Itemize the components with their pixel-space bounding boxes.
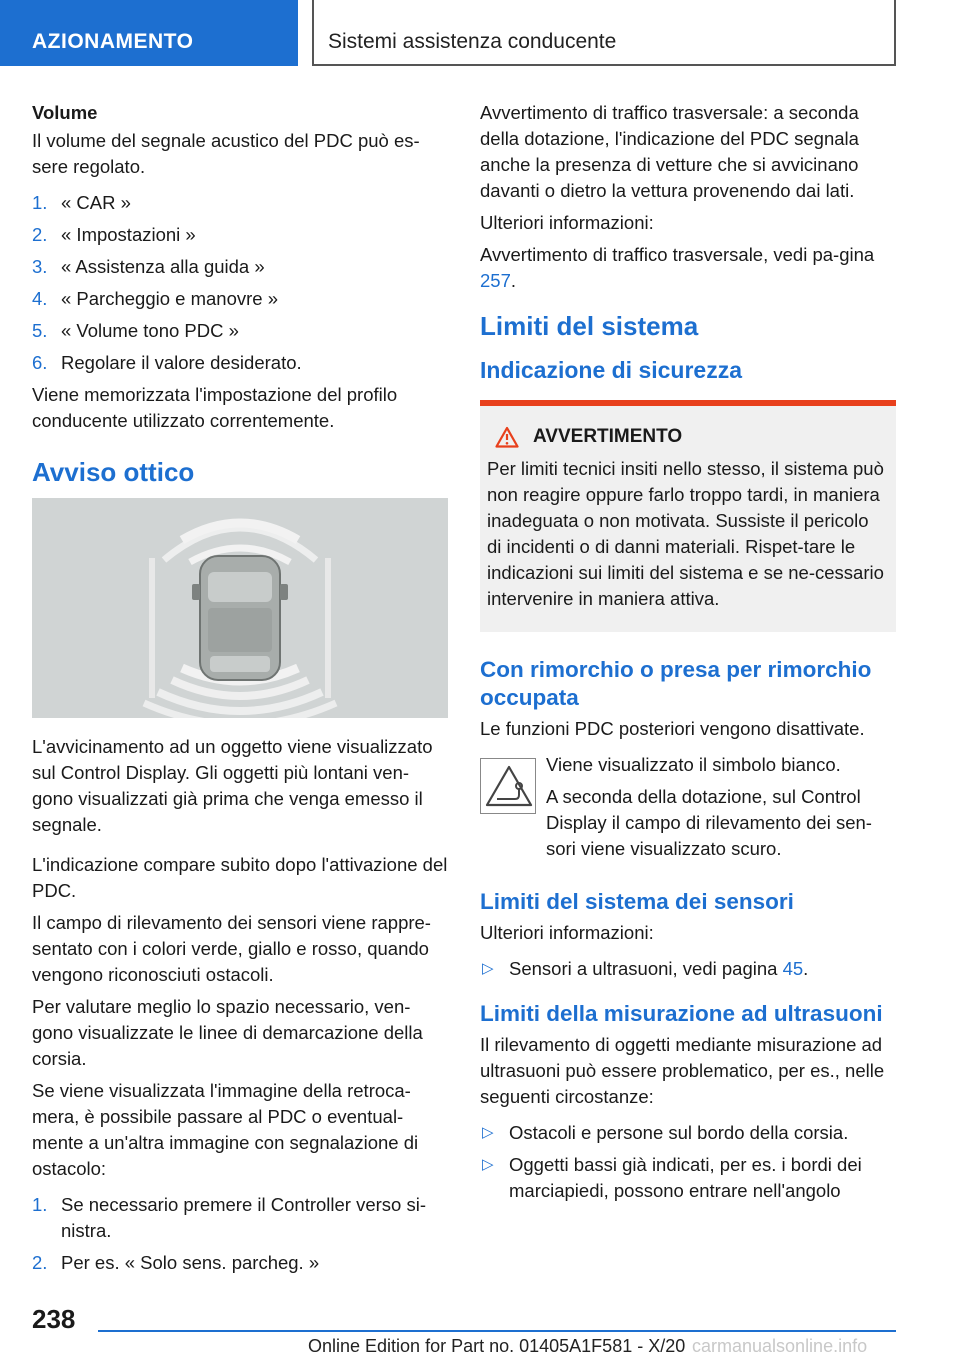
ultra-item-text: Ostacoli e persone sul bordo della corsia. <box>509 1122 849 1143</box>
step-number: 4. <box>32 288 48 309</box>
page-header <box>0 0 960 66</box>
list-item <box>32 190 448 216</box>
pdc-display-illustration <box>32 498 448 718</box>
step-text: « Assistenza alla guida » <box>61 256 265 277</box>
reference-text: Avvertimento di traffico trasversale, vedi pa-gina <box>480 244 875 265</box>
step-text: Regolare il valore desiderato. <box>61 352 302 373</box>
section-tab: AZIONAMENTO <box>0 0 298 66</box>
step-number: 2. <box>32 1252 48 1273</box>
section-heading-limits: Limiti del sistema <box>480 311 699 341</box>
step-number: 1. <box>32 192 48 213</box>
step-text: « Impostazioni » <box>61 224 196 245</box>
left-column <box>32 100 448 1282</box>
list-item <box>480 1152 896 1204</box>
avviso-paragraph-4: Per valutare meglio lo spazio necessario, ven-gono visualizzate le linee di demarcazione della corsia. <box>32 996 423 1069</box>
warning-title <box>487 424 886 450</box>
page-link-257[interactable]: 257 <box>480 270 511 291</box>
list-item <box>32 254 448 280</box>
sensors-list <box>480 956 896 982</box>
avviso-paragraph-5: Se viene visualizzata l'immagine della retroca-mera, è possibile passare al PDC o eventual-mente a un'altra immagine con segnalazione di ostacolo: <box>32 1080 419 1179</box>
trailer-symbol-text: Viene visualizzato il simbolo bianco. <box>546 754 841 775</box>
trailer-symbol-row <box>480 752 896 862</box>
ultrasound-list <box>480 1120 896 1204</box>
reference-end: . <box>510 270 517 291</box>
list-item <box>480 956 896 982</box>
trailer-text: Le funzioni PDC posteriori vengono disattivate. <box>480 718 865 739</box>
warning-text: Per limiti tecnici insiti nello stesso, il sistema può non reagire oppure farlo troppo tardi, in maniera inadeguata o non motivata. Sussiste il pericolo di incidenti o di danni materiali. Rispet-tare le indicazioni sui limiti del sistema e se ne-cessario intervenire in maniera attiva. <box>487 458 884 609</box>
sensors-more-info: Ulteriori informazioni: <box>480 922 654 943</box>
sensor-ref-end: . <box>803 958 809 979</box>
avviso-paragraph-1: L'avvicinamento ad un oggetto viene visualizzato sul Control Display. Gli oggetti più lontani ven-gono visualizzati già prima che venga emesso il segnale. <box>32 736 433 835</box>
bullet-triangle-icon: ▷ <box>482 960 494 977</box>
list-item <box>32 1192 448 1244</box>
edition-text: Online Edition for Part no. 01405A1F581 - X/20 <box>308 1336 686 1356</box>
warning-title-text: AVVERTIMENTO <box>533 426 683 447</box>
list-item <box>480 1120 896 1146</box>
subheading-ultrasound: Limiti della misurazione ad ultrasuoni <box>480 1001 883 1026</box>
volume-heading: Volume <box>32 102 98 123</box>
subheading-safety: Indicazione di sicurezza <box>480 357 743 383</box>
page-footer <box>0 1296 960 1362</box>
more-info-label: Ulteriori informazioni: <box>480 212 654 233</box>
step-number: 1. <box>32 1194 48 1215</box>
step-text: Per es. « Solo sens. parcheg. » <box>61 1252 320 1273</box>
page-number: 238 <box>32 1304 76 1334</box>
step-number: 6. <box>32 352 48 373</box>
trailer-warning-icon <box>480 758 536 814</box>
sensor-ref-text: Sensori a ultrasuoni, vedi pagina <box>509 958 783 979</box>
section-heading-avviso: Avviso ottico <box>32 457 195 487</box>
footer-divider <box>98 1330 896 1332</box>
trailer-control-text: A seconda della dotazione, sul Control Display il campo di rilevamento dei sen-sori viene visualizzato scuro. <box>546 786 872 859</box>
list-item <box>32 1250 448 1276</box>
subheading-trailer: Con rimorchio o presa per rimorchio occupata <box>480 657 872 710</box>
volume-steps <box>32 190 448 376</box>
step-text: « Volume tono PDC » <box>61 320 239 341</box>
list-item <box>32 318 448 344</box>
list-item <box>32 222 448 248</box>
bullet-triangle-icon: ▷ <box>482 1156 494 1173</box>
page-link-45[interactable]: 45 <box>782 958 804 979</box>
step-text: Se necessario premere il Controller verso si-nistra. <box>61 1194 426 1241</box>
volume-text: Il volume del segnale acustico del PDC può es-sere regolato. <box>32 130 420 177</box>
camera-steps <box>32 1192 448 1276</box>
list-item <box>32 350 448 376</box>
right-column <box>480 100 896 1210</box>
chapter-title: Sistemi assistenza conducente <box>312 0 896 66</box>
ultra-item-text: Oggetti bassi già indicati, per es. i bordi dei marciapiedi, possono entrare nell'angolo <box>509 1154 862 1201</box>
step-text: « Parcheggio e manovre » <box>61 288 278 309</box>
memorize-text: Viene memorizzata l'impostazione del profilo conducente utilizzato correntemente. <box>32 384 398 431</box>
avviso-paragraph-2: L'indicazione compare subito dopo l'attivazione del PDC. <box>32 854 448 901</box>
ultrasound-text: Il rilevamento di oggetti mediante misurazione ad ultrasuoni può essere problematico, per es., nelle seguenti circostanze: <box>480 1034 885 1107</box>
cross-traffic-text: Avvertimento di traffico trasversale: a seconda della dotazione, l'indicazione del PDC segnala anche la presenza di vetture che si avvicinano davanti o dietro la vettura provenendo dai lati. <box>480 102 859 201</box>
avviso-paragraph-3: Il campo di rilevamento dei sensori viene rappre-sentato con i colori verde, giallo e rosso, quando vengono riconosciuti ostacoli. <box>32 912 431 985</box>
subheading-sensors: Limiti del sistema dei sensori <box>480 889 794 914</box>
step-number: 2. <box>32 224 48 245</box>
bullet-triangle-icon: ▷ <box>482 1124 494 1141</box>
cross-traffic-reference <box>480 242 896 294</box>
warning-box <box>480 400 896 632</box>
list-item <box>32 286 448 312</box>
step-number: 3. <box>32 256 48 277</box>
watermark: carmanualsonline.info <box>692 1336 868 1356</box>
warning-triangle-icon <box>495 426 519 448</box>
step-number: 5. <box>32 320 48 341</box>
step-text: « CAR » <box>61 192 131 213</box>
